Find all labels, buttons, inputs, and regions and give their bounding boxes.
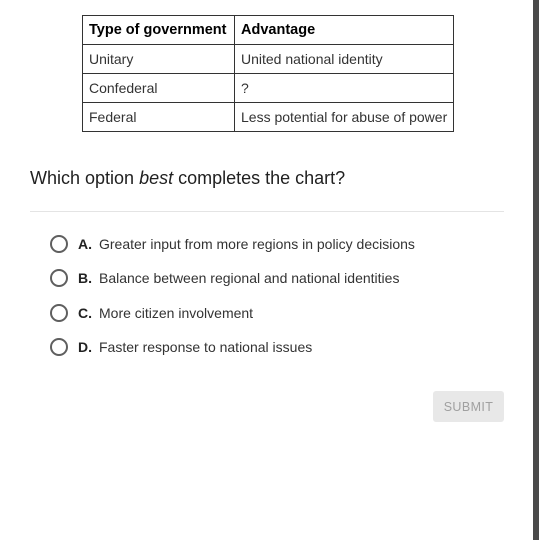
chart-header-row — [83, 16, 454, 45]
radio-button-icon[interactable] — [50, 304, 68, 322]
question-emphasis: best — [139, 168, 174, 188]
radio-button-icon[interactable] — [50, 235, 68, 253]
chart-header-type: Type of government — [83, 16, 235, 45]
table-row — [83, 103, 454, 132]
chart-cell-type: Federal — [83, 103, 235, 132]
option-letter: C. — [78, 305, 92, 321]
chart-cell-advantage: United national identity — [235, 45, 454, 74]
question-suffix: completes the chart? — [173, 168, 346, 188]
window-edge — [533, 0, 539, 540]
chart-header-advantage: Advantage — [235, 16, 454, 45]
table-row — [83, 74, 454, 103]
option-letter: D. — [78, 339, 92, 355]
table-row — [83, 45, 454, 74]
divider — [30, 211, 504, 212]
option-letter: A. — [78, 236, 92, 252]
radio-button-icon[interactable] — [50, 269, 68, 287]
option-letter: B. — [78, 270, 92, 286]
option-text: Balance between regional and national identities — [99, 270, 400, 286]
option-a[interactable] — [50, 229, 470, 259]
option-b[interactable] — [50, 263, 470, 293]
option-c[interactable] — [50, 298, 470, 328]
radio-button-icon[interactable] — [50, 338, 68, 356]
option-d[interactable] — [50, 332, 470, 362]
chart-cell-type: Unitary — [83, 45, 235, 74]
submit-button[interactable]: SUBMIT — [433, 391, 504, 422]
option-text: Greater input from more regions in policy decisions — [99, 236, 415, 252]
option-text: More citizen involvement — [99, 305, 254, 321]
question-prefix: Which option — [30, 168, 140, 188]
question-prompt — [30, 168, 345, 189]
chart-cell-advantage: Less potential for abuse of power — [235, 103, 454, 132]
chart-cell-type: Confederal — [83, 74, 235, 103]
option-text: Faster response to national issues — [99, 339, 313, 355]
chart-cell-advantage: ? — [235, 74, 454, 103]
government-chart — [82, 15, 454, 132]
